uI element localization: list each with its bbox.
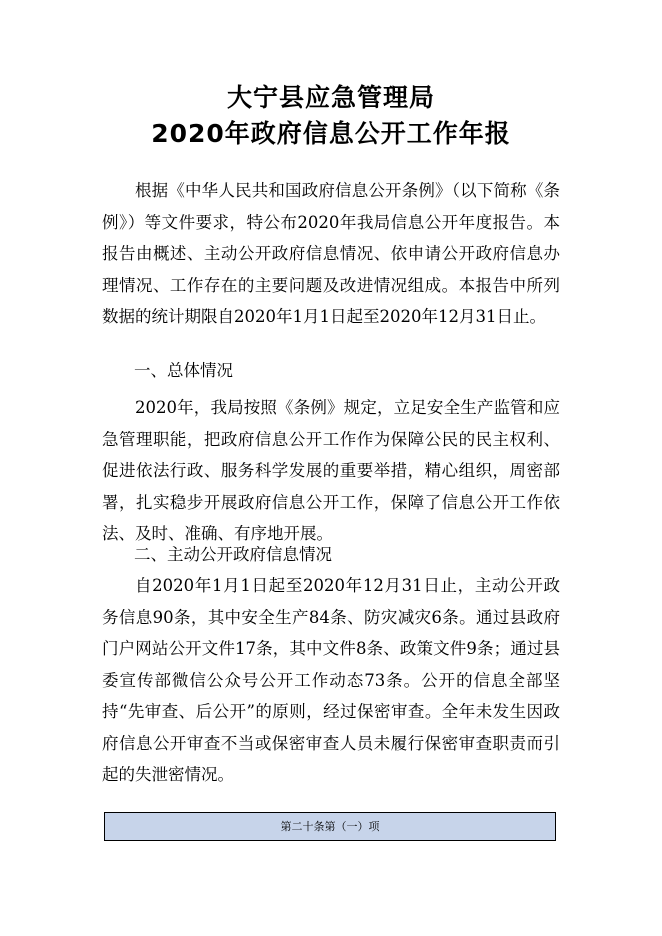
document-subtitle: 2020年政府信息公开工作年报 xyxy=(151,119,511,148)
document-title: 大宁县应急管理局 xyxy=(226,83,435,112)
intro-paragraph: 根据《中华人民共和国政府信息公开条例》（以下简称《条例》）等文件要求，特公布2020年我局信息公开年度报告。本报告由概述、主动公开政府信息情况、依申请公开政府信息办理情况、工作存在的主要问题及改进情况组成。本报告中所列数据的统计期限自2020年1月1日起至2020年12月31日止。 xyxy=(102,181,560,326)
section-heading-active-disclosure: 二、主动公开政府信息情况 xyxy=(134,545,332,564)
table-header-banner: 第二十条第（一）项 xyxy=(104,812,556,841)
active-disclosure-paragraph: 自2020年1月1日起至2020年12月31日止，主动公开政务信息90条，其中安全生产84条、防灾减灾6条。通过县政府门户网站公开文件17条，其中文件8条、政策文件9条；通过县委宣传部微信公众号公开工作动态73条。公开的信息全部坚持“先审查、后公开”的原则，经过保密审查。全年未发生因政府信息公开审查不当或保密审查人员未履行保密审查职责而引起的失泄密情况。 xyxy=(102,576,560,784)
overview-paragraph: 2020年，我局按照《条例》规定，立足安全生产监管和应急管理职能，把政府信息公开工作作为保障公民的民主权利、促进依法行政、服务科学发展的重要举措，精心组织，周密部署，扎实稳步开展政府信息公开工作，保障了信息公开工作依法、及时、准确、有序地开展。 xyxy=(102,398,560,543)
section-heading-overview: 一、总体情况 xyxy=(134,361,233,380)
